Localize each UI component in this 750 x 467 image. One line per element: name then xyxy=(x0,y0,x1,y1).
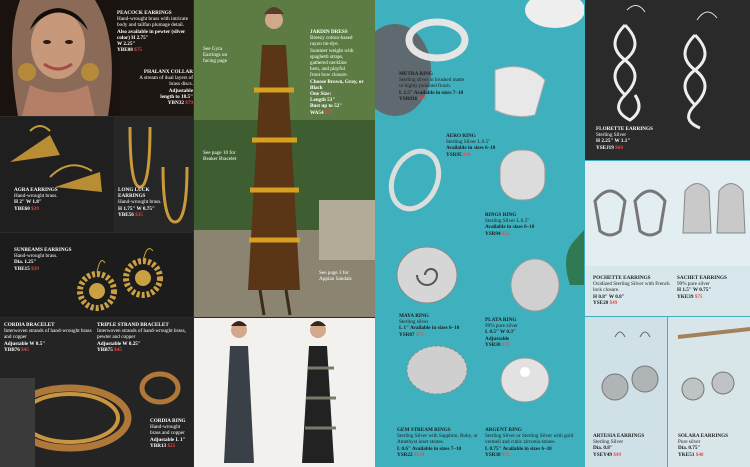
jardin-line-2: Summer weight with xyxy=(310,47,354,54)
rings-panel xyxy=(375,0,584,467)
pochette-desc: Oxidized Sterling Silver with French lock closure. xyxy=(593,281,670,294)
solara-text xyxy=(678,433,748,458)
peacock-sku: YBE88 xyxy=(117,47,133,54)
gemstream-title: GEM STREAM RINGS xyxy=(397,427,451,433)
cordia-bracelet-text xyxy=(4,322,94,353)
gemstream-desc: Sterling Silver with Sapphire, Ruby, or Amethyst inset stones. xyxy=(397,433,478,446)
phalanx-desc: A stream of dual layers of brass discs. xyxy=(139,75,193,88)
gyra-note: See Gyra Earrings on facing page xyxy=(203,46,228,65)
plata-price: $75 xyxy=(501,341,510,348)
peacock-earrings-text xyxy=(117,10,193,53)
rings-ring-text xyxy=(485,212,555,237)
metra-sku: YSR036 xyxy=(399,95,418,102)
peacock-title: PEACOCK EARRINGS xyxy=(117,10,172,16)
agra-desc: Hand-wrought brass. xyxy=(14,193,58,200)
sachet-price: $75 xyxy=(694,293,703,300)
solara-earrings-photo xyxy=(668,317,750,427)
jardin-dress-text xyxy=(310,29,372,116)
florette-size: H 2.25" W 1.1" xyxy=(596,138,631,145)
artesia-desc: Sterling Silver xyxy=(593,439,624,446)
sunbeams-desc: Hand-wrought brass. xyxy=(14,253,58,260)
right-catalog-page xyxy=(375,0,750,467)
cordia-ring-text xyxy=(150,418,192,449)
artesia-text xyxy=(593,433,665,458)
jardin-sku: WA54 xyxy=(310,109,324,116)
jardin-length: Length 53" xyxy=(310,97,336,104)
pochette-sachet-photo xyxy=(585,161,750,266)
florette-title: FLORETTE EARRINGS xyxy=(596,126,653,132)
long-luck-text xyxy=(118,187,173,218)
long-luck-price: $35 xyxy=(135,211,143,218)
artesia-sku: YSEY49 xyxy=(593,451,613,458)
agra-sku: YBE60 xyxy=(14,205,30,212)
florette-panel xyxy=(585,0,750,160)
artesia-title: ARTESIA EARRINGS xyxy=(593,433,645,439)
long-luck-size: H 1.75" W 0.75" xyxy=(118,205,155,212)
argent-ring-text xyxy=(485,427,580,458)
triple-desc: Interwoven strands of hand-wrought brass, pewter and copper xyxy=(97,328,186,341)
two-models-photo xyxy=(194,318,375,467)
peacock-also: Also available in pewter (silver color) H 2.75" xyxy=(117,28,186,41)
triple-sku: YBB75 xyxy=(97,346,113,353)
sunbeams-title: SUNBEAMS EARRINGS xyxy=(14,247,72,253)
long-luck-desc: Hand-wrought brass. xyxy=(118,199,162,206)
florette-sku: YSEJ19 xyxy=(596,144,614,151)
phalanx-title: PHALANX COLLAR xyxy=(143,69,193,75)
cordia-ring-price: $25 xyxy=(167,442,176,449)
agra-earrings-photo xyxy=(0,117,114,200)
cordia-bracelet-size: Adjustable W 0.5" xyxy=(4,340,46,347)
jardin-bust: Bust up to 52" xyxy=(310,103,343,110)
metra-title: METRA RING xyxy=(399,71,433,77)
pochette-title: POCHETTE EARRINGS xyxy=(593,275,651,281)
sunbeams-earrings-photo xyxy=(75,233,185,317)
sunbeams-sku: YBE15 xyxy=(14,265,30,272)
rings-desc: Sterling Silver L 0.5" xyxy=(485,218,530,225)
jardin-price: $75 xyxy=(324,109,333,116)
plata-sku: YSR30 xyxy=(485,341,501,348)
peacock-size: W 2.25" xyxy=(117,41,136,48)
argent-price: $75 xyxy=(501,451,510,458)
jardin-line-5: hem, and playful xyxy=(310,66,346,73)
florette-desc: Sterling Silver xyxy=(596,132,627,139)
long-luck-sku: YBE56 xyxy=(118,211,134,218)
jardin-line-1: rayon tie-dye. xyxy=(310,41,339,48)
aero-sku: YSR95 xyxy=(446,151,462,158)
artesia-earrings-photo xyxy=(585,317,667,427)
phalanx-adjustable: Adjustable xyxy=(168,87,193,94)
cordia-ring-size: Adjustable L 1" xyxy=(150,436,186,443)
plata-adjustable: Adjustable xyxy=(485,335,510,342)
jardin-line-4: gathered neckline xyxy=(310,60,347,67)
aero-ring-text xyxy=(446,133,510,158)
sandals-note: See page 3 for Appian Sandals xyxy=(319,270,352,283)
long-luck-panel xyxy=(115,117,193,232)
agra-size: H 2" W 1.8" xyxy=(14,199,42,206)
triple-title: TRIPLE STRAND BRACELET xyxy=(97,322,169,328)
jardin-title: JARDIN DRESS xyxy=(310,29,348,35)
jardin-size-label: One Size: xyxy=(310,91,332,98)
model-portrait-photo xyxy=(0,0,120,116)
maya-price: $75 xyxy=(415,331,424,338)
sunbeams-panel xyxy=(0,233,193,317)
maya-ring-text xyxy=(399,313,465,338)
long-luck-title: LONG LUCK EARRINGS xyxy=(118,187,150,200)
gemstream-size: L 0.6" Available in sizes 7–10 xyxy=(397,445,462,452)
agra-title: AGRA EARRINGS xyxy=(14,187,58,193)
cordia-ring-sku: YBR13 xyxy=(150,442,167,449)
rings-sku: YSR94 xyxy=(485,230,501,237)
agra-panel xyxy=(0,117,114,232)
rings-size: Available in sizes 6–10 xyxy=(485,224,535,231)
rings-price: $55 xyxy=(501,230,510,237)
plata-ring-text xyxy=(485,317,545,348)
triple-price: $45 xyxy=(114,346,122,353)
artesia-size: Dia. 0.8" xyxy=(593,445,613,452)
cordia-ring-desc: Hand-wrought brass and copper xyxy=(150,424,185,437)
florette-earrings-photo xyxy=(585,0,750,130)
phalanx-price: $79 xyxy=(185,100,193,107)
metra-desc: Sterling silver in brushed matte or highly polished finish. xyxy=(399,77,465,90)
jardin-line-0: Breezy cotton-based xyxy=(310,35,353,42)
cordia-bracelet-price: $45 xyxy=(21,346,29,353)
solara-panel xyxy=(668,317,750,467)
maya-title: MAYA RING xyxy=(399,313,429,319)
cordia-bracelet-desc: Interwoven strands of hand-wrought brass and copper xyxy=(4,328,92,341)
metra-size: L 1.5" Available in sizes 7–10 xyxy=(399,89,464,96)
gemstream-sku: YSR22 xyxy=(397,451,413,458)
aero-title: AERO RING xyxy=(446,133,476,139)
solara-sku: YKE51 xyxy=(678,451,695,458)
sunbeams-text xyxy=(14,247,76,272)
sunbeams-price: $39 xyxy=(31,265,39,272)
plata-desc: 99% pure silver xyxy=(485,323,518,330)
sachet-text xyxy=(677,275,749,300)
maya-desc: Sterling silver xyxy=(399,319,429,326)
bracelets-panel xyxy=(0,318,193,467)
solara-title: SOLARA EARRINGS xyxy=(678,433,729,439)
plata-size: L 0.5" W 0.3" xyxy=(485,329,516,336)
jardin-colors: Choose Brown, Gray, or Black xyxy=(310,78,364,91)
jardin-panel xyxy=(194,0,375,317)
argent-title: ARGENT RING xyxy=(485,427,522,433)
aero-size: Available in sizes 6–10 xyxy=(446,145,496,152)
phalanx-collar-text xyxy=(130,69,193,106)
florette-text xyxy=(596,126,676,151)
argent-sku: YSR38 xyxy=(485,451,501,458)
gemstream-price: $139 xyxy=(413,451,425,458)
pochette-text xyxy=(593,275,673,306)
pochette-panel xyxy=(585,161,750,316)
gem-stream-text xyxy=(397,427,481,458)
solara-desc: Pure silver xyxy=(678,439,701,446)
triple-size: Adjustable W 0.25" xyxy=(97,340,141,347)
cordia-bracelet-sku: YBB76 xyxy=(4,346,20,353)
rings-title: RINGS RING xyxy=(485,212,517,218)
agra-price: $39 xyxy=(31,205,39,212)
argent-desc: Sterling Silver or Sterling Silver with gold vermeil and cubic zirconia stones. xyxy=(485,433,574,446)
aero-desc: Sterling Silver L 0.5" xyxy=(446,139,491,146)
pochette-sku: YSE20 xyxy=(593,299,609,306)
sachet-size: H 1.5" W 0.75" xyxy=(677,287,712,294)
pochette-size: H 0.8" W 0.8" xyxy=(593,293,625,300)
aero-price: $49 xyxy=(462,151,471,158)
metra-price: $75 xyxy=(418,95,427,102)
pochette-price: $49 xyxy=(609,299,618,306)
models-panel xyxy=(194,318,375,467)
sachet-title: SACHET EARRINGS xyxy=(677,275,727,281)
triple-strand-text xyxy=(97,322,191,353)
jardin-line-6: front bow closure. xyxy=(310,72,348,79)
argent-size: L 0.75" Available in sizes 6–10 xyxy=(485,445,552,452)
jardin-line-3: spaghetti straps, xyxy=(310,53,344,60)
maya-size: L 1" Available in sizes 6–10 xyxy=(399,325,460,332)
peacock-desc: Hand-wrought brass with intricate body and tailfan plumage detail. xyxy=(117,16,189,29)
bracelet-note: See page 10 for Beaker Bracelet xyxy=(203,150,237,163)
metra-ring-text xyxy=(399,71,469,102)
sunbeams-size: Dia. 1.25" xyxy=(14,259,37,266)
plata-title: PLATA RING xyxy=(485,317,517,323)
artesia-price: $49 xyxy=(613,451,622,458)
maya-sku: YSR87 xyxy=(399,331,415,338)
phalanx-sku: YBN32 xyxy=(167,100,184,107)
sachet-desc: 99% pure silver xyxy=(677,281,710,288)
artesia-panel xyxy=(585,317,667,467)
cordia-ring-title: CORDIA RING xyxy=(150,418,186,424)
florette-price: $60 xyxy=(615,144,623,151)
peacock-price: $75 xyxy=(134,47,142,54)
agra-earrings-text xyxy=(14,187,74,212)
peacock-panel xyxy=(0,0,193,116)
solara-price: $40 xyxy=(695,451,704,458)
sachet-sku: YKE39 xyxy=(677,293,694,300)
cordia-bracelet-title: CORDIA BRACELET xyxy=(4,322,55,328)
phalanx-length: length to 18.5" xyxy=(160,93,193,100)
solara-size: Dia. 0.75" xyxy=(678,445,701,452)
